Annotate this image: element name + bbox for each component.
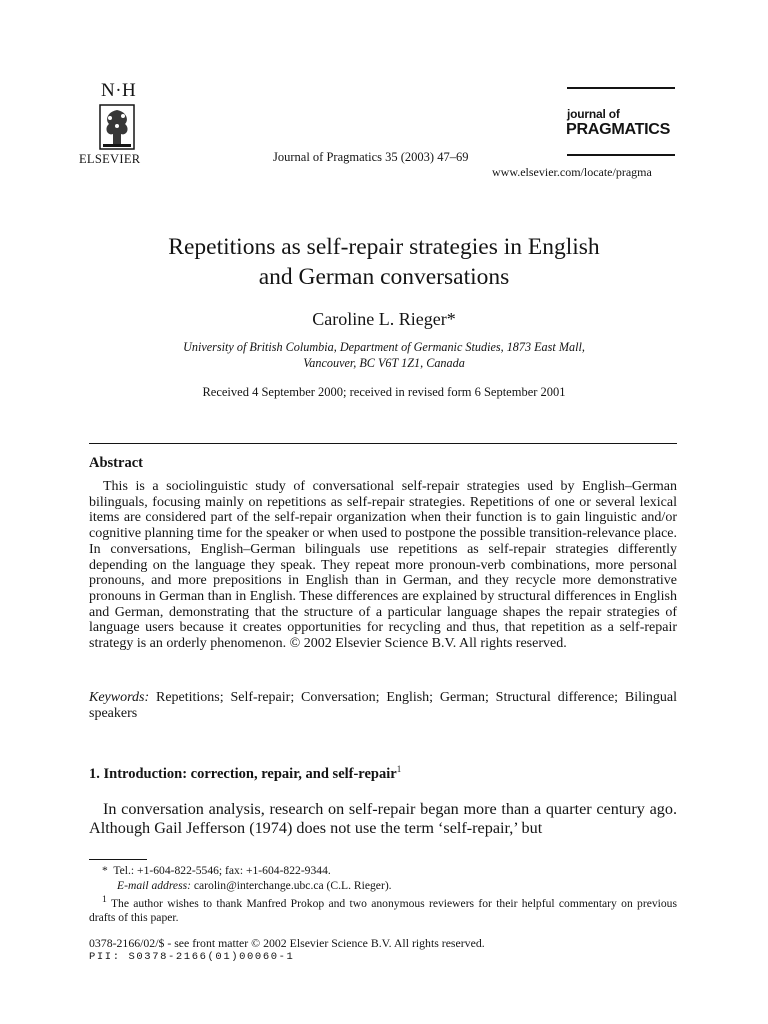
keywords-list: Repetitions; Self-repair; Conversation; English; German; Structural difference; Bilingual speakers (89, 690, 677, 721)
section-heading (89, 764, 401, 783)
received-dates: Received 4 September 2000; received in revised form 6 September 2001 (202, 385, 566, 399)
keywords (89, 690, 677, 722)
publisher-name: ELSEVIER (79, 152, 141, 166)
publisher-mark: N·H (101, 80, 137, 101)
article-author: Caroline L. Rieger* (312, 309, 456, 329)
footnote-contact (89, 864, 677, 878)
journal-url[interactable]: www.elsevier.com/locate/pragma (492, 165, 652, 179)
abstract-text: This is a sociolinguistic study of conversational self-repair strategies used by English–German bilinguals, focusing mainly on repetitions as self-repair strategies. Repetitions of one or several lexical items are considered part of the self-repair organization when their function is to gain linguistic and/or cognitive planning time for the speaker or when used to postpone the possible transition-relevance place. In conversations, English–German bilinguals use repetitions as self-repair strategies differently depending on the language they speak. They repeat more pronoun-verb combinations, more personal pronouns, and more prepositions in English than in German, and they recycle more demonstrative pronouns in German than in English. These differences are explained by structural differences in English and German, demonstrating that the structure of a particular language shapes the repair strategies of language users because it creates opportunities for recycling and thus, that repetition as a self-repair strategy is an orderly phenomenon. © 2002 Elsevier Science B.V. All rights reserved. (89, 479, 677, 652)
footnote-email-address[interactable]: carolin@interchange.ubc.ca (C.L. Rieger). (193, 879, 392, 892)
article-title-line2: and German conversations (258, 264, 510, 290)
journal-logo-name: PRAGMATICS (566, 121, 671, 138)
footnote-rule (89, 859, 147, 860)
abstract-heading: Abstract (89, 455, 143, 471)
footnote-email-label: E-mail address: (117, 879, 191, 892)
journal-logo-top-rule (567, 87, 675, 89)
abstract-divider (89, 443, 677, 444)
article-title-line1: Repetitions as self-repair strategies in English (168, 234, 600, 260)
footnote-contact-text: Tel.: +1-604-822-5546; fax: +1-604-822-9344. (113, 864, 331, 877)
journal-logo-bottom-rule (567, 154, 675, 156)
footnote-1-text: The author wishes to thank Manfred Prokop and two anonymous reviewers for their helpful commentary on previous drafts of this paper. (89, 896, 677, 924)
issn-line: 0378-2166/02/$ - see front matter © 2002 Elsevier Science B.V. All rights reserved. (89, 936, 485, 950)
journal-citation: Journal of Pragmatics 35 (2003) 47–69 (273, 150, 469, 164)
footnote-1-mark: 1 (102, 894, 107, 905)
article-title (60, 232, 708, 292)
keywords-label: Keywords: (89, 690, 150, 705)
footnote-1 (89, 893, 677, 925)
author-affiliation (60, 339, 708, 371)
affiliation-line1: University of British Columbia, Department of Germanic Studies, 1873 East Mall, (183, 340, 585, 354)
pii-line: PII: S0378-2166(01)00060-1 (89, 951, 295, 963)
footnote-star: * (102, 864, 108, 877)
elsevier-tree-logo-icon (99, 104, 135, 150)
footnote-email (89, 879, 677, 893)
section-footnote-ref[interactable]: 1 (396, 764, 402, 774)
affiliation-line2: Vancouver, BC V6T 1Z1, Canada (303, 356, 465, 370)
section-heading-text: 1. Introduction: correction, repair, and self-repair (89, 765, 397, 782)
journal-logo-of: journal of (567, 107, 620, 121)
intro-paragraph: In conversation analysis, research on self-repair began more than a quarter century ago. Although Gail Jefferson (1974) does not use the term ‘self-repair,’ but (89, 800, 677, 837)
